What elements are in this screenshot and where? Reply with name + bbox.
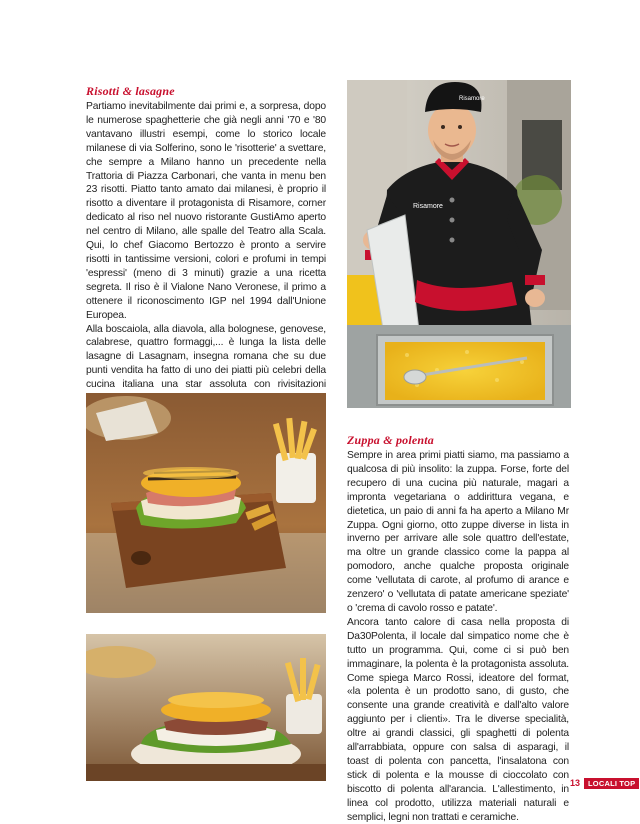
section-tag: LOCALI TOP (584, 778, 639, 789)
polenta-sandwich-illustration (86, 393, 326, 613)
polenta-burger-illustration (86, 634, 326, 781)
polenta-sandwich-photo (86, 393, 326, 613)
page-footer (570, 777, 639, 789)
hat-logo: Risamore (459, 96, 485, 102)
chef-photo (347, 80, 571, 408)
section-heading-risotti: Risotti & lasagne (86, 84, 175, 98)
page-number: 13 (570, 778, 581, 788)
paragraph-zuppa: Sempre in area primi piatti siamo, ma passiamo a qualcosa di più insolito: la zuppa. Forse, forte del recupero di una cucina più naturale, magari a impronta vegetariana o addirittura vegana, e dietetica, un paio di anni fa ha aperto a Milano Mr Zuppa. Ogni giorno, otto zuppe diverse in lista in inverno per arrivare alle sole quattro dell'estate, ma oltre un grande classico come la pappa al pomodoro, anche qualche proposta originale come 'vellutata di carote, al profumo di arance e zenzero' o 'vellutata di patate americane speziate' o 'crema di cavolo rosso e patate'. (347, 450, 569, 614)
section-heading-zuppa: Zuppa & polenta (347, 433, 435, 447)
jacket-logo: Risamore (413, 203, 443, 210)
paragraph-polenta: Ancora tanto calore di casa nella proposta di Da30Polenta, il locale dal simpatico nome che è tutto un programma. Qui, come ci si può ben immaginare, la polenta è la protagonista assoluta. Come spiega Marco Rossi, ideatore del format, «la polenta è un prodotto sano, di gusto, che consente una grande creatività e dall'alto valore aggiunto per i clienti». Tra le diverse specialità, oltre ai grandi classici, gli spaghetti di polenta all'arrabbiata, oppure con salsa di asparagi, il toast di polenta con pancetta, l'insalatona con stick di polenta e la mousse di cioccolato con biscotto di polenta all'arancia. L'allestimento, in linea col prodotto, utilizza materiali naturali e semplici, legni non trattati e ceramiche. (347, 616, 569, 823)
chef-illustration (347, 80, 571, 408)
left-text-column (86, 84, 326, 434)
right-text-column (347, 433, 569, 824)
polenta-burger-photo (86, 634, 326, 781)
paragraph-lasagne: Alla boscaiola, alla diavola, alla bolognese, genovese, calabrese, quattro formaggi,... è lunga la lista delle lasagne di Lasagnam, insegna romana che su due punti vendita ha fatto di uno dei piatti più celebri della cucina italiana una star assoluta con rivisitazioni (86, 323, 326, 391)
ladle (404, 370, 426, 384)
paragraph-risotti: Partiamo inevitabilmente dai primi e, a sorpresa, dopo le numerose spaghetterie che già negli anni '70 e '80 vantavano illustri esempi, come lo storico locale milanese di via Solferino, sono le 'risotterie' a svettare, che sempre a Milano hanno un precedente nella Trattoria di Piazza Carbonari, che vanta in menu ben 23 risotti. Piatto tanto amato dai milanesi, è proprio il risotto a diventare il protagonista di Risamore, corner dedicato al riso nel nuovo ristorante GustiAmo aperto nel centro di Milano, alle spalle del Teatro alla Scala. Qui, lo chef Giacomo Bertozzo è pronto a servire risotti in tantissime versioni, colori e profumi in tempi 'espressi' (meno di 3 minuti) grazie a una ricetta segreta. Il riso è il Vialone Nano Veronese, il primo a ottenere il riconoscimento IGP nel 1994 dall'Unione Europea. (86, 101, 326, 321)
